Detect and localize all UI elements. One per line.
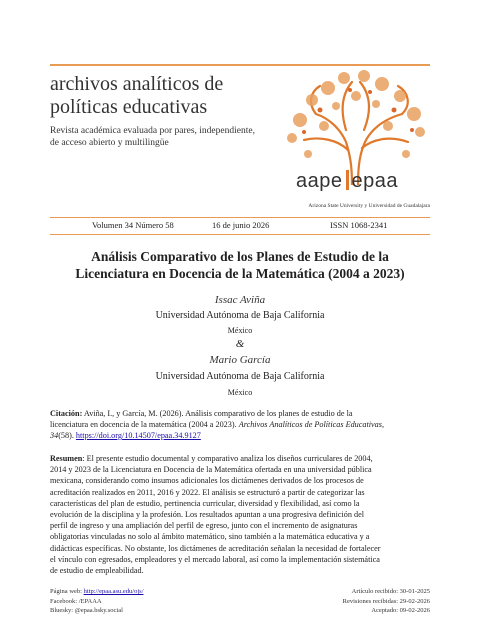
footer-web-link[interactable]: http://epaa.asu.edu/ojs/: [83, 588, 144, 595]
abstract-line-11: de estudio de empleabilidad.: [50, 566, 144, 576]
issue-date: 16 de junio 2026: [212, 220, 270, 230]
logo-divider: [346, 170, 349, 190]
abstract-label: Resumen: [50, 454, 83, 463]
article-title: [50, 248, 430, 282]
footer-web-label: Página web:: [50, 588, 84, 595]
footer-contact: [50, 587, 144, 616]
citation-line-3: [50, 430, 434, 441]
abstract-line-9: didácticas específicas. No obstante, los dictámenes de acreditación señalan la necesidad de fortalecer: [50, 543, 381, 553]
issue-volume: Volumen 34 Número 58: [92, 220, 174, 230]
author-1-name: Issac Aviña: [214, 294, 266, 306]
citation-volume: 34: [50, 431, 59, 440]
citation-block: [50, 408, 434, 441]
abstract-text-1: : El presente estudio documental y comparativo analiza los diseños curriculares de 2004,: [82, 454, 373, 463]
citation-line-2: [50, 419, 434, 430]
footer-accepted: Aceptado: 09-02-2026: [371, 607, 430, 614]
logo-text-epaa: epaa: [351, 170, 398, 192]
footer-bluesky: Bluesky: @epaa.bsky.social: [50, 607, 123, 614]
footer-dates: [343, 587, 430, 616]
citation-text-1: Aviña, I., y García, M. (2026). Análisis comparativo de los planes de estudio de la: [82, 409, 353, 418]
abstract-line-6: evolución de la disciplina y la profesión. Los resultados apuntan a una progresiva definición del: [50, 510, 364, 520]
abstract-line-1: [50, 453, 434, 464]
journal-title: [50, 73, 280, 119]
citation-journal: Archivos Analíticos de Políticas Educativas,: [238, 420, 384, 429]
article-title-line-1: Análisis Comparativo de los Planes de Estudio de la: [91, 249, 389, 264]
journal-logo-wordmark: [296, 170, 436, 193]
footer-facebook: Facebook: /EPAAA: [50, 597, 102, 605]
author-1-country: México: [227, 326, 253, 335]
journal-description: [50, 125, 280, 149]
abstract-line-7: perfil de ingreso y una ampliación del perfil de egreso, junto con el incremento de asignaturas: [50, 521, 358, 531]
citation-label: Citación:: [50, 409, 83, 418]
journal-logo-tree-icon: [280, 70, 430, 185]
footer-revised: Revisiones recibidas: 29-02-2026: [342, 597, 430, 605]
issue-issn: ISSN 1068-2341: [330, 220, 388, 230]
header-top-rule: [50, 64, 430, 66]
abstract-line-8: obligatorias vinculadas no solo al ámbito matemático, sino también a la matemática educativa y a: [50, 532, 370, 542]
citation-issue: (58).: [58, 431, 76, 440]
author-separator: &: [235, 338, 245, 350]
author-2-country: México: [227, 388, 253, 397]
logo-text-aape: aape: [296, 170, 343, 192]
journal-description-line-1: Revista académica evaluada por pares, independiente,: [50, 126, 255, 136]
abstract-line-3: mexicana, considerando como insumos adicionales los dictámenes derivados de los procesos de: [50, 476, 364, 486]
abstract-line-2: 2014 y 2023 de la Licenciatura en Docencia de la Matemática ofertada en una universidad pública: [50, 465, 372, 475]
article-title-line-2: Licenciatura en Docencia de la Matemática (2004 a 2023): [75, 266, 405, 281]
citation-doi-link[interactable]: https://doi.org/10.14507/epaa.34.9127: [75, 431, 201, 440]
footer-received: Artículo recibido: 30-01-2025: [351, 588, 430, 595]
author-2-name: Mario García: [209, 354, 271, 366]
abstract-line-10: el vínculo con egresados, empleadores y el mercado laboral, así como la implementación sistemática: [50, 554, 380, 564]
journal-description-line-2: de acceso abierto y multilingüe: [50, 138, 169, 148]
citation-text-2: licenciatura en docencia de la matemática (2004 a 2023).: [50, 420, 239, 429]
issue-info-top-rule: [50, 217, 430, 218]
author-1-institution: Universidad Autónoma de Baja California: [155, 310, 325, 321]
journal-title-line-1: archivos analíticos de: [50, 73, 224, 95]
abstract-line-4: acreditación realizados en 2011, 2016 y 2022. El análisis se estructuró a partir de categorizar las: [50, 487, 365, 497]
issue-info-bottom-rule: [50, 234, 430, 235]
abstract-block: [50, 453, 434, 576]
footer-web: [50, 587, 144, 597]
abstract-line-5: características del plan de estudio, pertinencia curricular, diversidad y flexibilidad, así como la: [50, 498, 360, 508]
journal-title-line-2: políticas educativas: [50, 96, 208, 118]
author-2-institution: Universidad Autónoma de Baja California: [155, 371, 325, 382]
journal-affiliation: Arizona State University y Universidad de Guadalajara: [308, 203, 430, 209]
citation-line-1: [50, 408, 434, 419]
